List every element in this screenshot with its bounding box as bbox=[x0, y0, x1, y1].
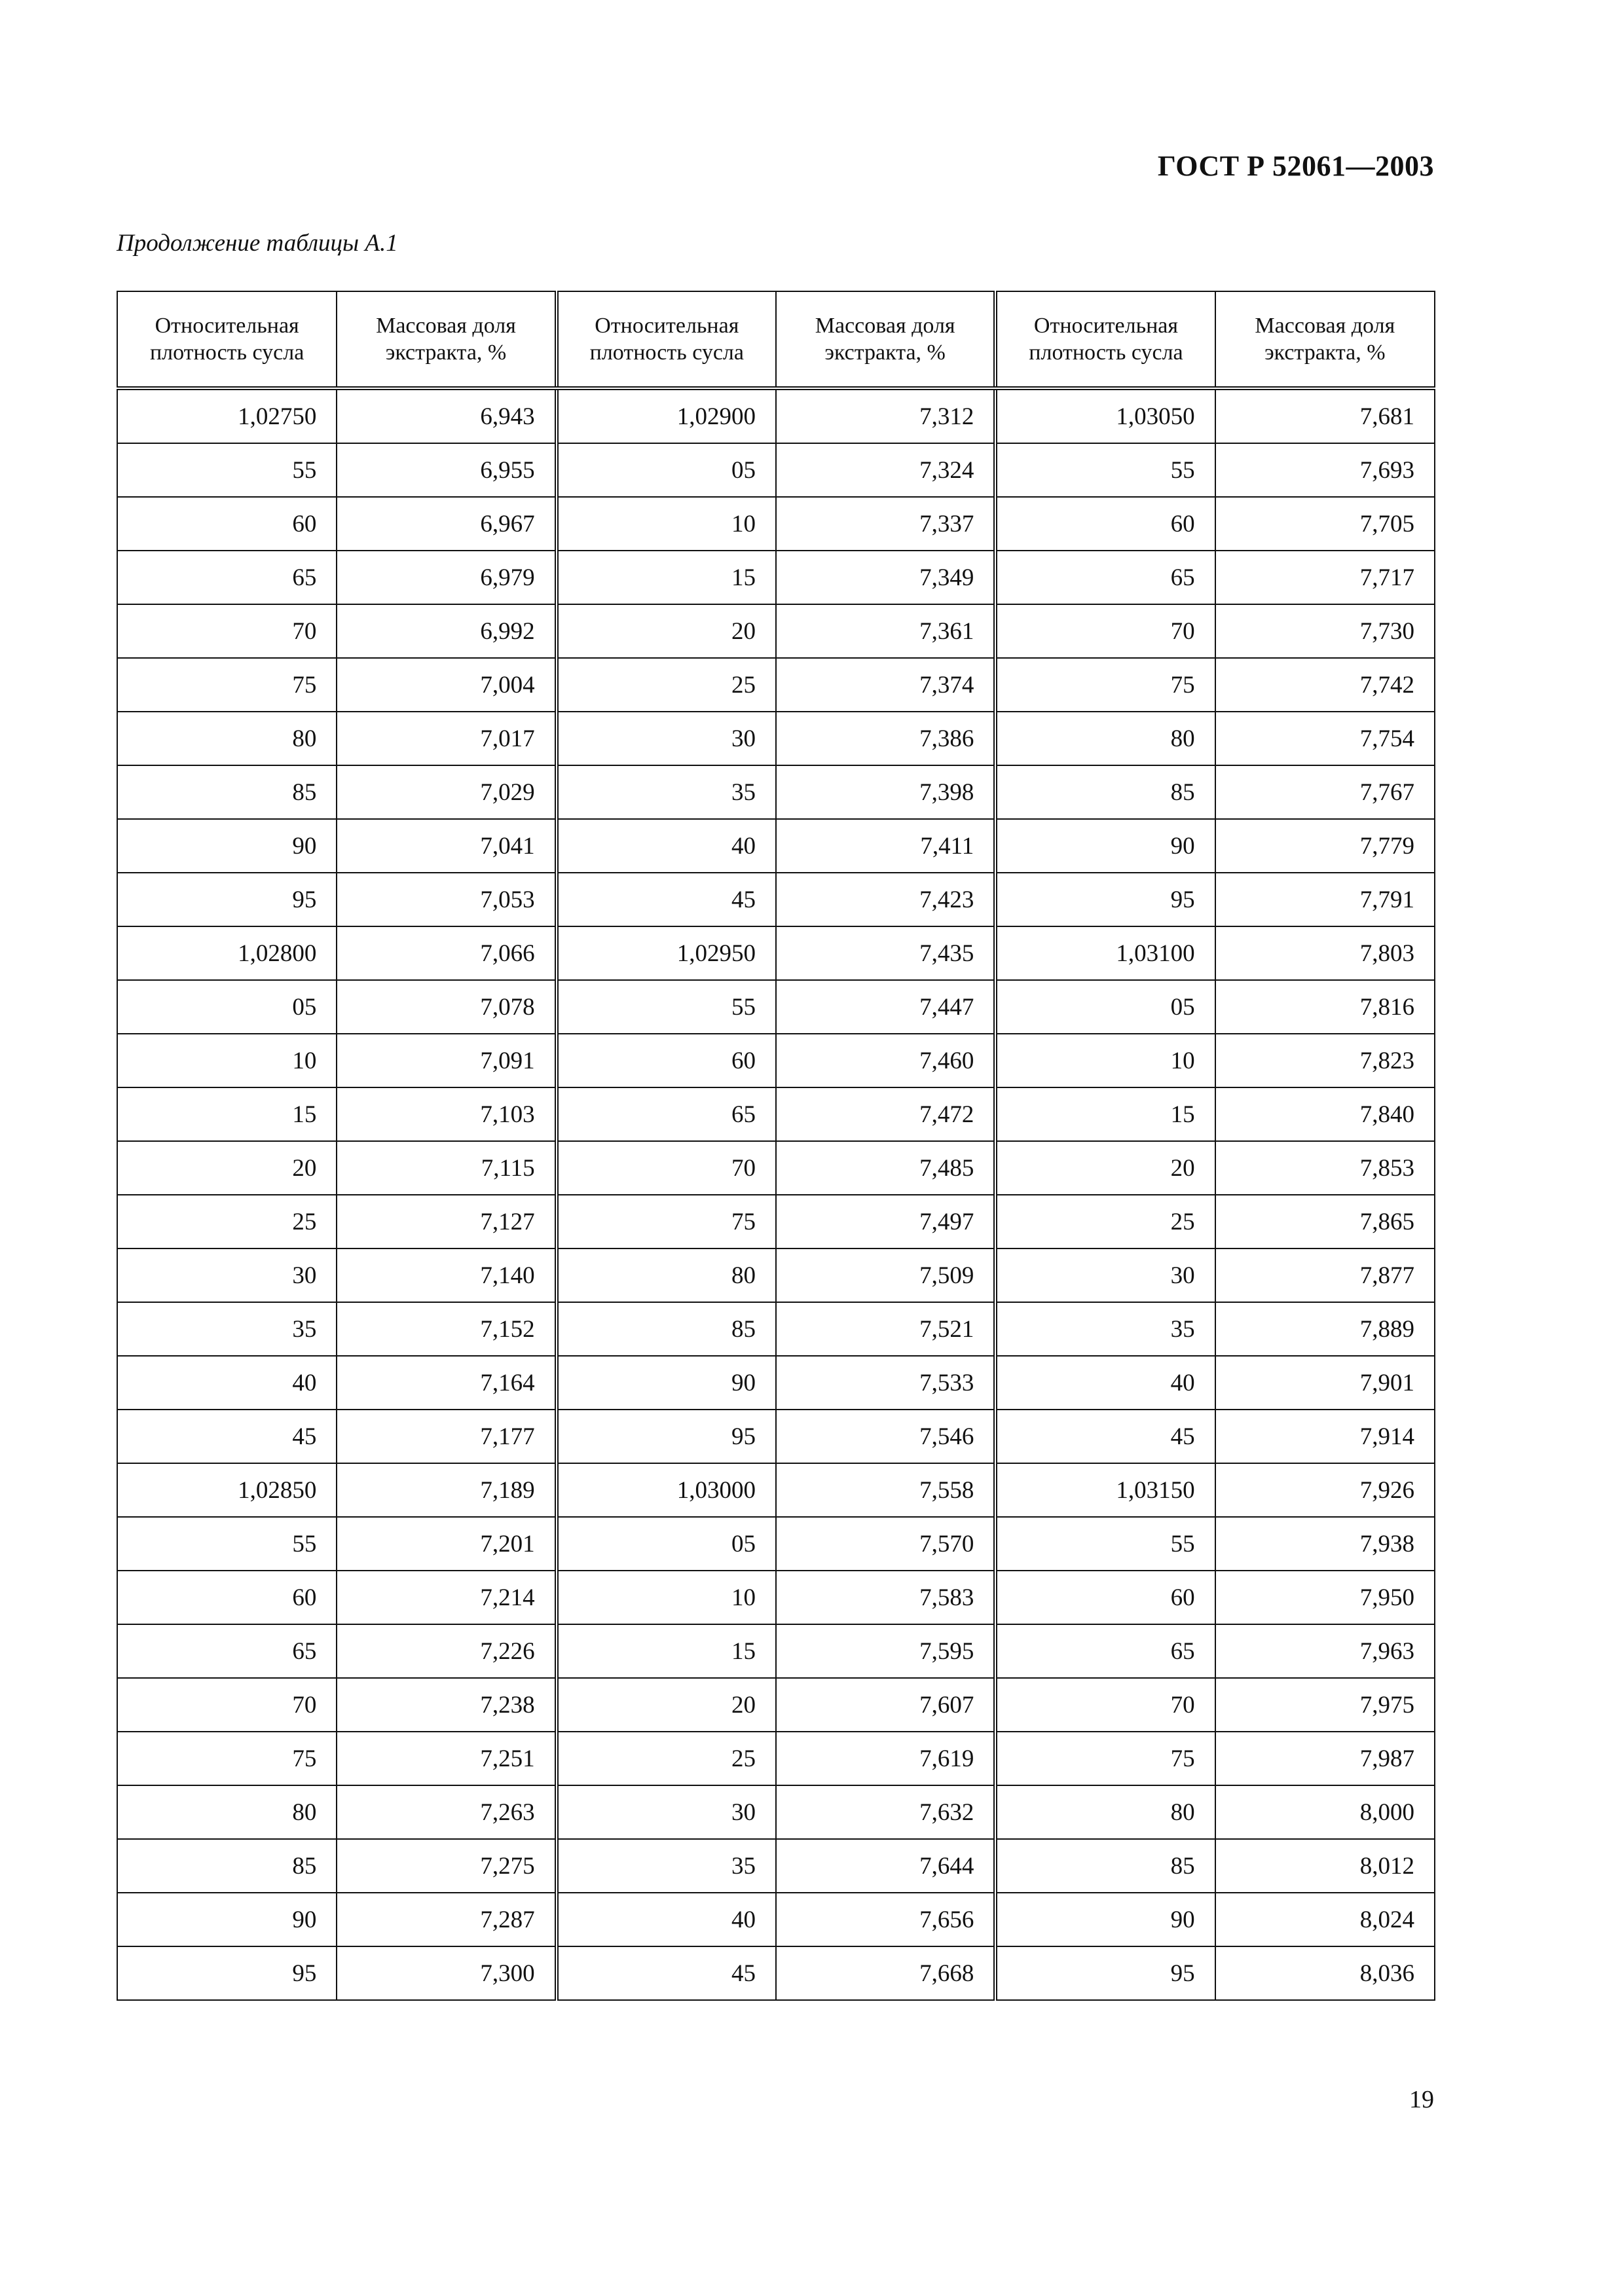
extract-cell: 7,066 bbox=[337, 926, 556, 980]
extract-cell: 7,189 bbox=[337, 1463, 556, 1517]
table-row bbox=[117, 1356, 1435, 1410]
table-row bbox=[117, 1087, 1435, 1141]
column-header-text: Массовая доля bbox=[815, 314, 955, 338]
table-row bbox=[117, 1732, 1435, 1785]
extract-cell: 6,943 bbox=[337, 388, 556, 443]
column-header-text: Относительная bbox=[155, 314, 299, 338]
extract-cell: 7,152 bbox=[337, 1302, 556, 1356]
table-row bbox=[117, 658, 1435, 712]
table-row bbox=[117, 712, 1435, 765]
density-cell: 55 bbox=[117, 1517, 337, 1571]
extract-cell: 7,164 bbox=[337, 1356, 556, 1410]
header-row bbox=[117, 291, 1435, 388]
density-cell: 30 bbox=[117, 1248, 337, 1302]
density-cell: 30 bbox=[995, 1248, 1215, 1302]
extract-cell: 7,938 bbox=[1215, 1517, 1435, 1571]
table-caption: Продолжение таблицы А.1 bbox=[117, 230, 398, 257]
extract-cell: 7,177 bbox=[337, 1410, 556, 1463]
table-row bbox=[117, 926, 1435, 980]
density-cell: 10 bbox=[557, 1571, 776, 1624]
extract-cell: 7,497 bbox=[776, 1195, 995, 1248]
density-cell: 90 bbox=[557, 1356, 776, 1410]
table-row bbox=[117, 1141, 1435, 1195]
density-cell: 70 bbox=[995, 1678, 1215, 1732]
extract-cell: 7,263 bbox=[337, 1785, 556, 1839]
density-cell: 40 bbox=[995, 1356, 1215, 1410]
density-cell: 45 bbox=[995, 1410, 1215, 1463]
extract-cell: 8,024 bbox=[1215, 1893, 1435, 1946]
density-cell: 60 bbox=[995, 497, 1215, 551]
column-header-text: плотность сусла bbox=[1029, 340, 1183, 365]
table-row bbox=[117, 1785, 1435, 1839]
extract-cell: 7,029 bbox=[337, 765, 556, 819]
extract-cell: 7,509 bbox=[776, 1248, 995, 1302]
extract-cell: 7,607 bbox=[776, 1678, 995, 1732]
density-cell: 95 bbox=[557, 1410, 776, 1463]
extract-cell: 6,979 bbox=[337, 551, 556, 604]
density-cell: 60 bbox=[995, 1571, 1215, 1624]
extract-cell: 8,000 bbox=[1215, 1785, 1435, 1839]
table-row bbox=[117, 1624, 1435, 1678]
extract-cell: 6,992 bbox=[337, 604, 556, 658]
extract-cell: 7,017 bbox=[337, 712, 556, 765]
table-row bbox=[117, 1034, 1435, 1087]
extract-cell: 7,201 bbox=[337, 1517, 556, 1571]
density-cell: 45 bbox=[557, 873, 776, 926]
density-cell: 45 bbox=[557, 1946, 776, 2000]
density-cell: 90 bbox=[117, 1893, 337, 1946]
density-cell: 80 bbox=[117, 1785, 337, 1839]
density-cell: 65 bbox=[117, 1624, 337, 1678]
extract-cell: 7,742 bbox=[1215, 658, 1435, 712]
extract-cell: 7,127 bbox=[337, 1195, 556, 1248]
document-code: ГОСТ Р 52061—2003 bbox=[1157, 150, 1434, 182]
extract-cell: 7,115 bbox=[337, 1141, 556, 1195]
extract-cell: 7,693 bbox=[1215, 443, 1435, 497]
density-cell: 75 bbox=[557, 1195, 776, 1248]
density-cell: 70 bbox=[117, 1678, 337, 1732]
extract-cell: 7,668 bbox=[776, 1946, 995, 2000]
extract-cell: 7,140 bbox=[337, 1248, 556, 1302]
table-row bbox=[117, 1302, 1435, 1356]
extract-cell: 7,779 bbox=[1215, 819, 1435, 873]
density-cell: 1,02800 bbox=[117, 926, 337, 980]
density-cell: 15 bbox=[557, 1624, 776, 1678]
extract-cell: 7,521 bbox=[776, 1302, 995, 1356]
extract-cell: 7,619 bbox=[776, 1732, 995, 1785]
extract-cell: 7,681 bbox=[1215, 388, 1435, 443]
extract-cell: 7,411 bbox=[776, 819, 995, 873]
density-cell: 05 bbox=[557, 1517, 776, 1571]
table-header bbox=[117, 291, 1435, 388]
extract-cell: 7,226 bbox=[337, 1624, 556, 1678]
table-row bbox=[117, 819, 1435, 873]
extract-cell: 7,091 bbox=[337, 1034, 556, 1087]
density-cell: 05 bbox=[995, 980, 1215, 1034]
extract-cell: 7,251 bbox=[337, 1732, 556, 1785]
extract-cell: 7,546 bbox=[776, 1410, 995, 1463]
column-header-text: Относительная bbox=[595, 314, 739, 338]
table-row bbox=[117, 1893, 1435, 1946]
table-row bbox=[117, 604, 1435, 658]
extract-cell: 7,901 bbox=[1215, 1356, 1435, 1410]
extract-cell: 7,570 bbox=[776, 1517, 995, 1571]
column-header-density bbox=[557, 291, 776, 388]
extract-cell: 7,853 bbox=[1215, 1141, 1435, 1195]
density-cell: 55 bbox=[117, 443, 337, 497]
density-cell: 60 bbox=[117, 497, 337, 551]
table-row bbox=[117, 1839, 1435, 1893]
column-header-text: плотность сусла bbox=[589, 340, 744, 365]
density-cell: 65 bbox=[117, 551, 337, 604]
density-cell: 85 bbox=[557, 1302, 776, 1356]
extract-cell: 7,583 bbox=[776, 1571, 995, 1624]
extract-cell: 7,987 bbox=[1215, 1732, 1435, 1785]
extract-cell: 7,324 bbox=[776, 443, 995, 497]
column-header-text: экстракта, % bbox=[385, 340, 507, 365]
extract-cell: 7,877 bbox=[1215, 1248, 1435, 1302]
extract-cell: 7,914 bbox=[1215, 1410, 1435, 1463]
extract-cell: 7,889 bbox=[1215, 1302, 1435, 1356]
extract-cell: 7,447 bbox=[776, 980, 995, 1034]
density-cell: 65 bbox=[995, 551, 1215, 604]
density-cell: 95 bbox=[117, 1946, 337, 2000]
density-cell: 80 bbox=[117, 712, 337, 765]
extract-cell: 7,975 bbox=[1215, 1678, 1435, 1732]
extract-cell: 7,337 bbox=[776, 497, 995, 551]
density-cell: 1,02850 bbox=[117, 1463, 337, 1517]
density-extract-table bbox=[117, 291, 1435, 2001]
density-cell: 35 bbox=[995, 1302, 1215, 1356]
density-cell: 35 bbox=[557, 1839, 776, 1893]
density-cell: 65 bbox=[995, 1624, 1215, 1678]
density-cell: 05 bbox=[117, 980, 337, 1034]
table-row bbox=[117, 980, 1435, 1034]
density-cell: 20 bbox=[557, 604, 776, 658]
density-cell: 80 bbox=[995, 712, 1215, 765]
density-cell: 35 bbox=[557, 765, 776, 819]
extract-cell: 7,791 bbox=[1215, 873, 1435, 926]
extract-cell: 7,705 bbox=[1215, 497, 1435, 551]
density-cell: 15 bbox=[117, 1087, 337, 1141]
density-cell: 10 bbox=[117, 1034, 337, 1087]
extract-cell: 7,041 bbox=[337, 819, 556, 873]
column-header-extract bbox=[337, 291, 556, 388]
extract-cell: 8,036 bbox=[1215, 1946, 1435, 2000]
extract-cell: 7,865 bbox=[1215, 1195, 1435, 1248]
table-body bbox=[117, 388, 1435, 2000]
density-cell: 95 bbox=[117, 873, 337, 926]
table-row bbox=[117, 765, 1435, 819]
density-cell: 85 bbox=[995, 765, 1215, 819]
extract-cell: 7,644 bbox=[776, 1839, 995, 1893]
density-cell: 20 bbox=[117, 1141, 337, 1195]
extract-cell: 7,004 bbox=[337, 658, 556, 712]
column-header-text: экстракта, % bbox=[1264, 340, 1386, 365]
density-cell: 60 bbox=[557, 1034, 776, 1087]
density-cell: 15 bbox=[995, 1087, 1215, 1141]
table-row bbox=[117, 443, 1435, 497]
table-row bbox=[117, 1571, 1435, 1624]
extract-cell: 7,103 bbox=[337, 1087, 556, 1141]
density-cell: 90 bbox=[117, 819, 337, 873]
extract-cell: 7,816 bbox=[1215, 980, 1435, 1034]
density-cell: 95 bbox=[995, 873, 1215, 926]
density-cell: 10 bbox=[557, 497, 776, 551]
extract-cell: 7,754 bbox=[1215, 712, 1435, 765]
table-row bbox=[117, 1517, 1435, 1571]
density-cell: 1,03100 bbox=[995, 926, 1215, 980]
density-cell: 40 bbox=[117, 1356, 337, 1410]
table-row bbox=[117, 1195, 1435, 1248]
column-header-extract bbox=[776, 291, 995, 388]
extract-cell: 7,214 bbox=[337, 1571, 556, 1624]
density-extract-table-container bbox=[117, 291, 1434, 2001]
extract-cell: 7,963 bbox=[1215, 1624, 1435, 1678]
table-row bbox=[117, 1946, 1435, 2000]
density-cell: 1,03050 bbox=[995, 388, 1215, 443]
extract-cell: 7,078 bbox=[337, 980, 556, 1034]
density-cell: 30 bbox=[557, 1785, 776, 1839]
density-cell: 90 bbox=[995, 819, 1215, 873]
extract-cell: 7,595 bbox=[776, 1624, 995, 1678]
extract-cell: 7,374 bbox=[776, 658, 995, 712]
density-cell: 25 bbox=[117, 1195, 337, 1248]
column-header-text: Массовая доля bbox=[376, 314, 516, 338]
density-cell: 20 bbox=[995, 1141, 1215, 1195]
density-cell: 1,02750 bbox=[117, 388, 337, 443]
table-row bbox=[117, 1463, 1435, 1517]
extract-cell: 7,238 bbox=[337, 1678, 556, 1732]
density-cell: 1,03000 bbox=[557, 1463, 776, 1517]
density-cell: 40 bbox=[557, 819, 776, 873]
table-row bbox=[117, 497, 1435, 551]
extract-cell: 7,349 bbox=[776, 551, 995, 604]
extract-cell: 7,386 bbox=[776, 712, 995, 765]
density-cell: 25 bbox=[557, 1732, 776, 1785]
extract-cell: 7,485 bbox=[776, 1141, 995, 1195]
extract-cell: 7,803 bbox=[1215, 926, 1435, 980]
extract-cell: 7,533 bbox=[776, 1356, 995, 1410]
extract-cell: 7,287 bbox=[337, 1893, 556, 1946]
extract-cell: 6,967 bbox=[337, 497, 556, 551]
extract-cell: 7,840 bbox=[1215, 1087, 1435, 1141]
density-cell: 90 bbox=[995, 1893, 1215, 1946]
density-cell: 75 bbox=[117, 658, 337, 712]
density-cell: 70 bbox=[995, 604, 1215, 658]
extract-cell: 8,012 bbox=[1215, 1839, 1435, 1893]
density-cell: 85 bbox=[995, 1839, 1215, 1893]
density-cell: 70 bbox=[557, 1141, 776, 1195]
column-header-density bbox=[117, 291, 337, 388]
density-cell: 55 bbox=[995, 443, 1215, 497]
extract-cell: 7,398 bbox=[776, 765, 995, 819]
density-cell: 95 bbox=[995, 1946, 1215, 2000]
density-cell: 55 bbox=[557, 980, 776, 1034]
page-number: 19 bbox=[1409, 2086, 1434, 2113]
extract-cell: 7,275 bbox=[337, 1839, 556, 1893]
density-cell: 75 bbox=[995, 658, 1215, 712]
density-cell: 80 bbox=[995, 1785, 1215, 1839]
density-cell: 1,02950 bbox=[557, 926, 776, 980]
table-row bbox=[117, 1678, 1435, 1732]
extract-cell: 7,656 bbox=[776, 1893, 995, 1946]
extract-cell: 7,435 bbox=[776, 926, 995, 980]
extract-cell: 7,767 bbox=[1215, 765, 1435, 819]
column-header-text: Относительная bbox=[1033, 314, 1179, 338]
table-row bbox=[117, 873, 1435, 926]
density-cell: 45 bbox=[117, 1410, 337, 1463]
density-cell: 20 bbox=[557, 1678, 776, 1732]
extract-cell: 7,423 bbox=[776, 873, 995, 926]
extract-cell: 7,632 bbox=[776, 1785, 995, 1839]
density-cell: 1,03150 bbox=[995, 1463, 1215, 1517]
extract-cell: 6,955 bbox=[337, 443, 556, 497]
density-cell: 1,02900 bbox=[557, 388, 776, 443]
density-cell: 85 bbox=[117, 765, 337, 819]
density-cell: 75 bbox=[995, 1732, 1215, 1785]
density-cell: 05 bbox=[557, 443, 776, 497]
column-header-text: Массовая доля bbox=[1255, 314, 1395, 338]
column-header-density bbox=[995, 291, 1215, 388]
density-cell: 40 bbox=[557, 1893, 776, 1946]
table-row bbox=[117, 1248, 1435, 1302]
extract-cell: 7,558 bbox=[776, 1463, 995, 1517]
extract-cell: 7,926 bbox=[1215, 1463, 1435, 1517]
table-row bbox=[117, 388, 1435, 443]
column-header-text: плотность сусла bbox=[149, 340, 304, 365]
extract-cell: 7,717 bbox=[1215, 551, 1435, 604]
extract-cell: 7,730 bbox=[1215, 604, 1435, 658]
density-cell: 25 bbox=[557, 658, 776, 712]
density-cell: 10 bbox=[995, 1034, 1215, 1087]
extract-cell: 7,053 bbox=[337, 873, 556, 926]
table-row bbox=[117, 1410, 1435, 1463]
density-cell: 60 bbox=[117, 1571, 337, 1624]
density-cell: 85 bbox=[117, 1839, 337, 1893]
extract-cell: 7,312 bbox=[776, 388, 995, 443]
column-header-text: экстракта, % bbox=[824, 340, 946, 365]
density-cell: 55 bbox=[995, 1517, 1215, 1571]
density-cell: 65 bbox=[557, 1087, 776, 1141]
extract-cell: 7,823 bbox=[1215, 1034, 1435, 1087]
column-header-extract bbox=[1215, 291, 1435, 388]
density-cell: 70 bbox=[117, 604, 337, 658]
density-cell: 15 bbox=[557, 551, 776, 604]
density-cell: 30 bbox=[557, 712, 776, 765]
density-cell: 80 bbox=[557, 1248, 776, 1302]
density-cell: 75 bbox=[117, 1732, 337, 1785]
density-cell: 35 bbox=[117, 1302, 337, 1356]
extract-cell: 7,472 bbox=[776, 1087, 995, 1141]
extract-cell: 7,361 bbox=[776, 604, 995, 658]
density-cell: 25 bbox=[995, 1195, 1215, 1248]
extract-cell: 7,460 bbox=[776, 1034, 995, 1087]
extract-cell: 7,950 bbox=[1215, 1571, 1435, 1624]
extract-cell: 7,300 bbox=[337, 1946, 556, 2000]
table-row bbox=[117, 551, 1435, 604]
